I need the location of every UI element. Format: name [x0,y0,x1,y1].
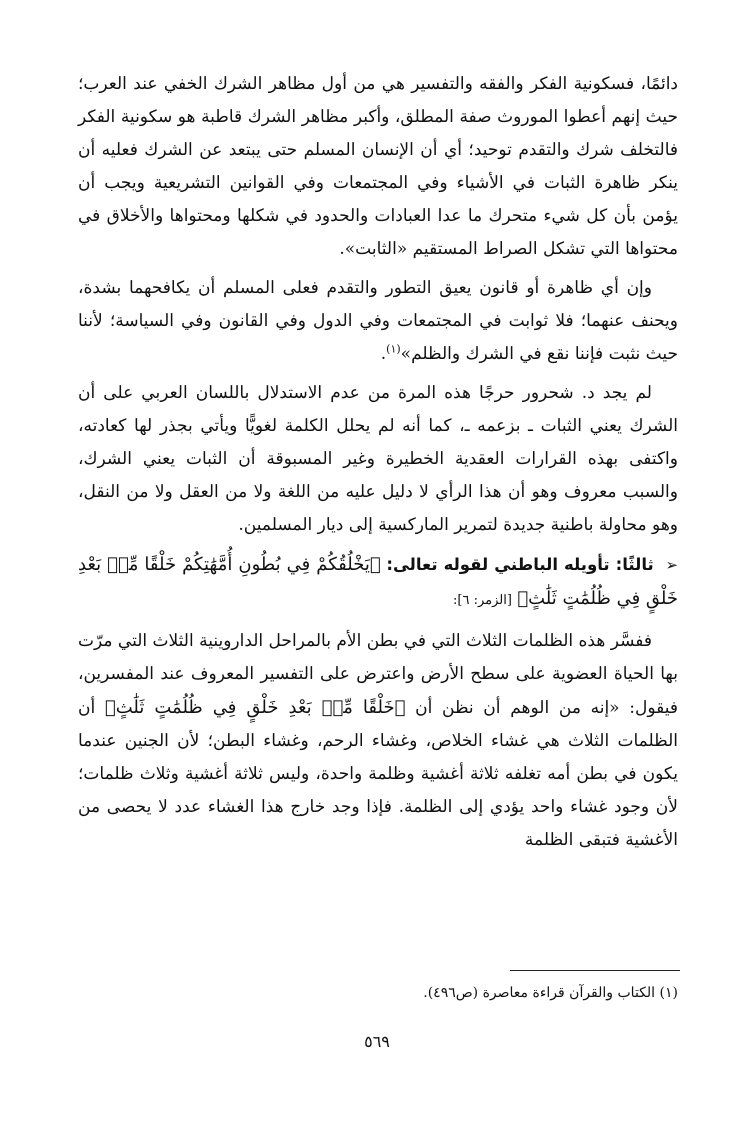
paragraph-4 [78,625,678,857]
footnote-reference[interactable]: (١) [386,342,401,356]
section-heading [78,548,678,617]
page-body [78,68,678,863]
paragraph-2-text: وإن أي ظاهرة أو قانون يعيق التطور والتقدم فعلى المسلم أن يكافحهما بشدة، ويحنف عنهما؛ فلا ثوابت في المجتمعات وفي الدول وفي القانون وفي السياسة؛ لأننا حيث نثبت فإننا نقع في الشرك والظلم» [78,278,678,364]
quran-verse-inline: ﴿خَلْقًا مِّنۢ بَعْدِ خَلْقٍ فِي ظُلُمَٰتٍ ثَلَٰثٍ﴾ [104,697,406,718]
paragraph-4-text-a: ففسَّر هذه الظلمات الثلاث التي في بطن الأم بالمراحل الداروينية الثلاث التي مرّت بها الحياة العضوية على سطح الأرض واعترض على التفسير المعروف عند المفسرين، فيقول: «إنه من الوهم أن نظن أن [78,631,679,718]
footnote-text: الكتاب والقرآن قراءة معاصرة (ص٤٩٦). [423,985,656,1001]
paragraph-2 [78,272,678,371]
paragraph-3: لم يجد د. شحرور حرجًا هذه المرة من عدم الاستدلال باللسان العربي على أن الشرك يعني الثبات ـ بزعمه ـ، كما أنه لم يحلل الكلمة لغويًّا ويأتي بجذر لها كعادته، واكتفى بهذه القرارات العقدية الخطيرة وغير المسبوقة أن الثبات يعني الشرك، والسبب معروف وهو أن هذا الرأي لا دليل عليه من اللغة ولا من العقل ولا من النقل، وهو محاولة باطنية جديدة لتمرير الماركسية إلى ديار المسلمين. [78,383,678,535]
footnote [78,982,678,1004]
footnote-divider [510,970,680,971]
paragraph-4-text-b: أن الظلمات الثلاث هي غشاء الخلاص، وغشاء الرحم، وغشاء البطن؛ لأن الجنين عندما يكون في بطن أمه تغلفه ثلاثة أغشية وظلمة واحدة، وليس ثلاثة أغشية وثلاث ظلمات؛ لأن وجود غشاء واحد يؤدي إلى الظلمة. فإذا وجد خارج هذا الغشاء عدد لا يحصى من الأغشية فتبقى الظلمة [78,698,678,850]
paragraph-1: دائمًا، فسكونية الفكر والفقه والتفسير هي من أول مظاهر الشرك الخفي عند العرب؛ حيث إنهم أعطوا الموروث صفة المطلق، وأكبر مظاهر الشرك قاطبة هو سكونية الفكر فالتخلف شرك والتقدم توحيد؛ أي أن الإنسان المسلم حتى يبتعد عن الشرك فعليه أن ينكر ظاهرة الثبات في الأشياء وفي المجتمعات وفي القوانين التشريعية ويجب أن يؤمن بأن كل شيء متحرك ما عدا العبادات والحدود في شكلها ومحتواها والأخلاق في محتواها التي تشكل الصراط المستقيم «الثابت». [78,74,678,259]
footnote-number: (١) [659,985,678,1001]
page-number: ٥٦٩ [364,1032,390,1051]
section-heading-label: ثالثًا: تأويله الباطني لقوله تعالى: [386,555,654,574]
arrow-bullet-icon: ➢ [665,556,679,574]
surah-reference: [الزمر: ٦]: [453,593,512,608]
quran-verse: ﴿يَخْلُقُكُمْ فِي بُطُونِ أُمَّهَٰتِكُمْ خَلْقًا مِّنۢ بَعْدِ خَلْقٍ فِي ظُلُمَٰتٍ ثَلَٰثٍ﴾ [78,554,678,609]
paragraph-2-end: . [380,344,387,364]
